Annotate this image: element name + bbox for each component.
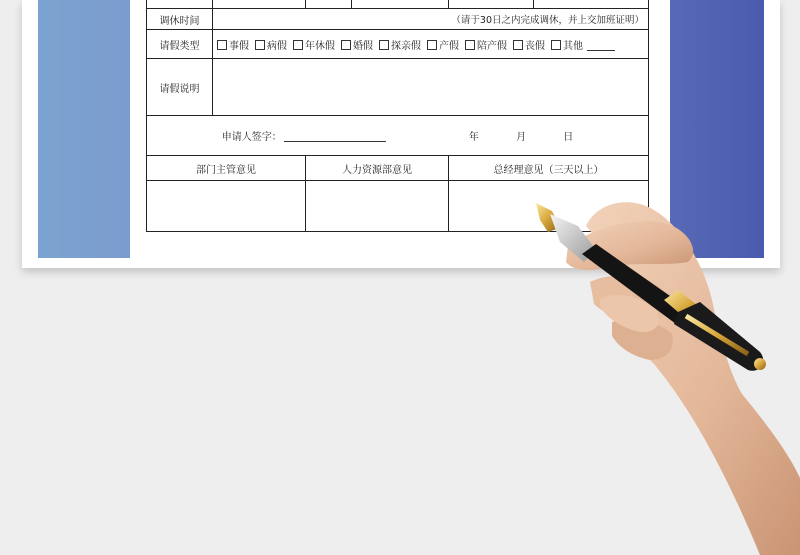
date-day-label: 日 <box>563 132 574 143</box>
leave-type-label: 请假类型 <box>147 30 213 59</box>
adjust-time-label: 调休时间 <box>147 9 213 30</box>
gm-opinion-label: 总经理意见（三天以上） <box>449 156 649 181</box>
leave-type-option[interactable]: 丧假 <box>513 41 545 52</box>
leave-type-option[interactable]: 探亲假 <box>379 41 421 52</box>
date-month-label: 月 <box>516 132 527 143</box>
leave-type-option[interactable]: 事假 <box>217 41 249 52</box>
leave-type-option[interactable]: 产假 <box>427 41 459 52</box>
leave-type-option[interactable]: 陪产假 <box>465 41 507 52</box>
leave-type-option[interactable]: 病假 <box>255 41 287 52</box>
leave-desc-label: 请假说明 <box>147 59 213 116</box>
leave-type-option[interactable]: 年休假 <box>293 41 335 52</box>
dept-manager-opinion-label: 部门主管意见 <box>147 156 306 181</box>
adjust-time-note[interactable]: （请于30日之内完成调休，并上交加班证明） <box>213 9 649 30</box>
leave-type-option[interactable]: 其他 <box>551 41 615 52</box>
leave-type-option[interactable]: 婚假 <box>341 41 373 52</box>
applicant-sign-label: 申请人签字： <box>221 132 282 143</box>
date-year-label: 年 <box>468 132 479 143</box>
hr-opinion-label: 人力资源部意见 <box>306 156 449 181</box>
